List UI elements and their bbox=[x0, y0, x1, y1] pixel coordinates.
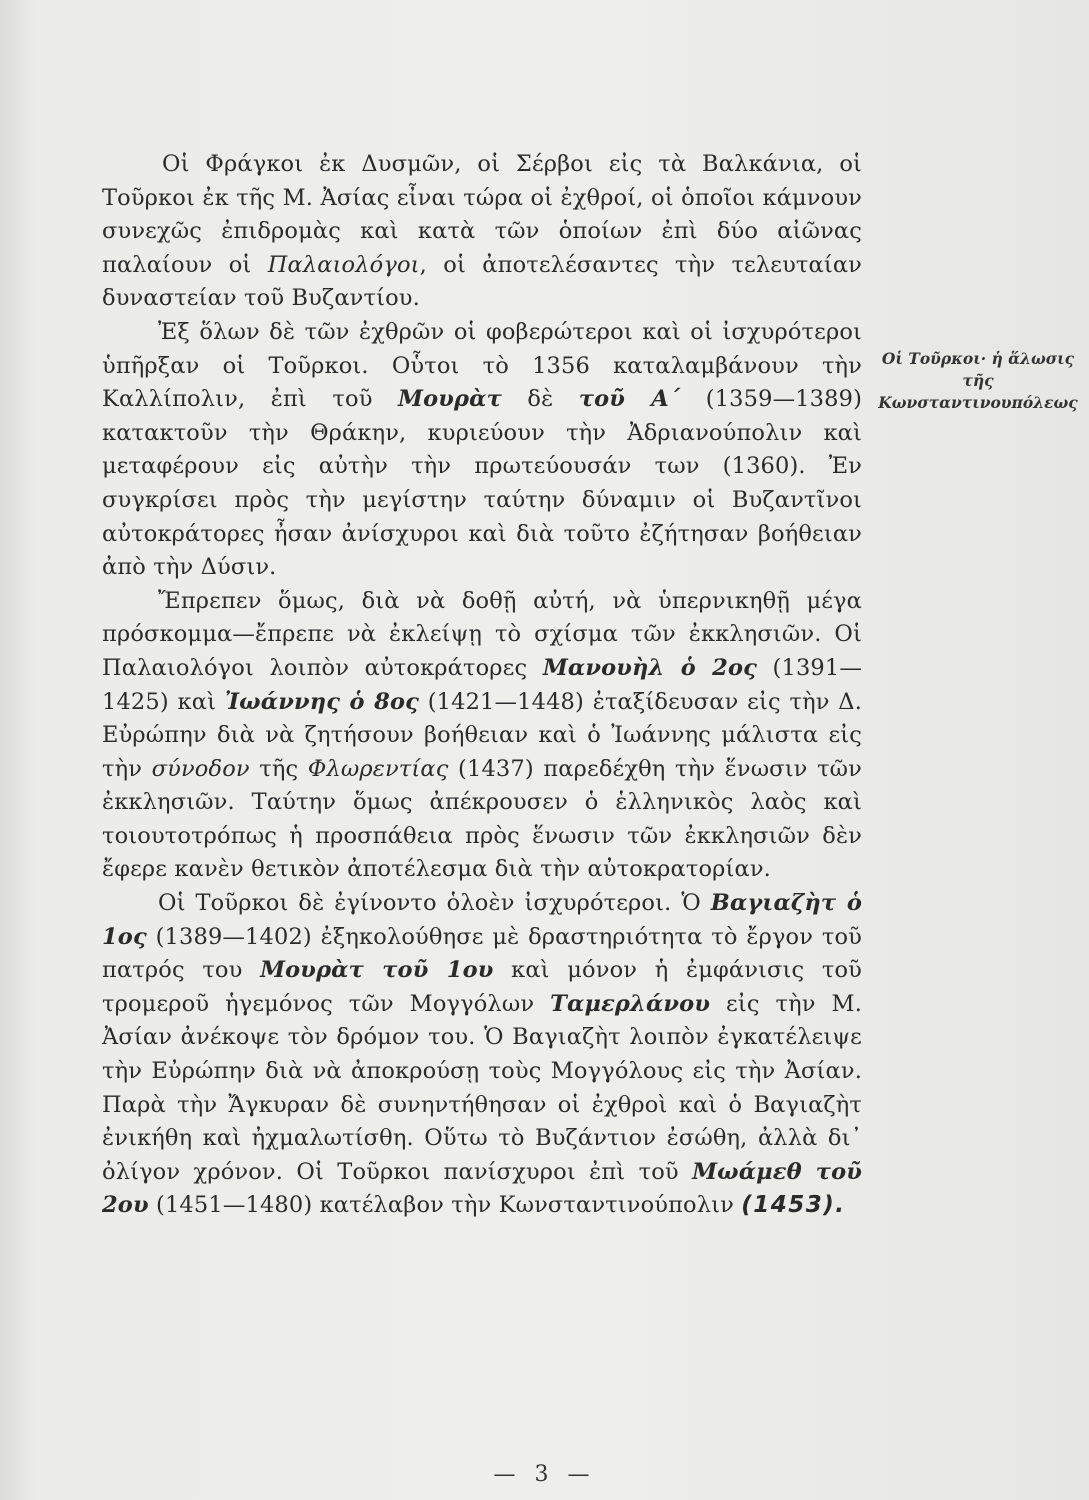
text-run: (1451—1480) κατέλαβον τὴν Κωνσταντινούπολιν bbox=[148, 1192, 742, 1219]
text-run: Οἱ Τοῦρκοι δὲ ἐγίνοντο ὁλοὲν ἰσχυρότεροι. Ὁ bbox=[158, 890, 711, 917]
text-run: (1437) παρεδέχθη τὴν ἕνωσιν τῶν ἐκκλησιῶν. Ταύτην ὅμως ἀπέκρουσεν ὁ ἑλληνικὸς λαὸς καὶ τοιουτοτρόπως ἡ προσπάθεια πρὸς ἕνωσιν τῶν ἐκκλησιῶν δὲν ἔφερε κανὲν θετικὸν ἀποτέλεσμα διὰ τὴν αὐτοκρατορίαν. bbox=[102, 755, 862, 883]
page-number: — 3 — bbox=[493, 1462, 596, 1487]
paragraph-4 bbox=[102, 887, 862, 1223]
paragraph-3 bbox=[102, 585, 862, 887]
text-run: καὶ μόνον ἡ ἐμφάνισις τοῦ τρομεροῦ ἡγεμόνος τῶν Μογγόλων bbox=[102, 957, 862, 1017]
margin-note: Οἱ Τοῦρκοι· ἡ ἅλωσις τῆς Κωνσταντινουπόλεως bbox=[878, 349, 1078, 412]
text-run: (1391—1425) καὶ bbox=[102, 654, 862, 715]
text-run: (1359—1389) κατακτοῦν τὴν Θράκην, κυριεύουν τὴν Ἀδριανούπολιν καὶ μεταφέρουν εἰς αὐτὴν τὴν πρωτεύουσάν των (1360). Ἐν συγκρίσει πρὸς τὴν μεγίστην ταύτην δύναμιν οἱ Βυζαντῖνοι αὐτοκράτορες ἦσαν ἀνίσχυροι καὶ διὰ τοῦτο ἐζήτησαν βοήθειαν ἀπὸ τὴν Δύσιν. bbox=[102, 386, 863, 581]
text-run: δὲ bbox=[501, 386, 579, 413]
text-run: τῆς bbox=[249, 755, 308, 782]
emphasis-moameth: Μωάμεθ τοῦ 2ου bbox=[102, 1158, 863, 1219]
emphasis-tamerlanou: Ταμερλάνου bbox=[550, 990, 711, 1017]
emphasis-manouil: Μανουὴλ ὁ 2ος bbox=[542, 654, 757, 681]
emphasis-ioannis: Ἰωάννης ὁ 8ος bbox=[224, 688, 419, 715]
text-run: Ἔπρεπεν ὅμως, διὰ νὰ δοθῇ αὐτή, νὰ ὑπερνικηθῇ μέγα πρόσκομμα—ἔπρεπε νὰ ἐκλείψῃ τὸ σχίσμα τῶν ἐκκλησιῶν. Οἱ Παλαιολόγοι λοιπὸν αὐτοκράτορες bbox=[102, 587, 862, 681]
text-run: , οἱ ἀποτελέσαντες τὴν τελευταίαν δυναστείαν τοῦ Βυζαντίου. bbox=[102, 251, 862, 312]
emphasis-tou-a: τοῦ Α΄ bbox=[578, 386, 681, 413]
text-run: Οἱ Φράγκοι ἐκ Δυσμῶν, οἱ Σέρβοι εἰς τὰ Βαλκάνια, οἱ Τοῦρκοι ἐκ τῆς Μ. Ἀσίας εἶναι τώρα οἱ ἐχθροί, οἱ ὁποῖοι κάμνουν συνεχῶς ἐπιδρομὰς καὶ κατὰ τῶν ὁποίων ἐπὶ δύο αἰῶνας παλαίουν οἱ bbox=[102, 151, 862, 278]
main-text bbox=[102, 148, 862, 1223]
text-run: (1389—1402) ἐξηκολούθησε μὲ δραστηριότητα τὸ ἔργον τοῦ πατρός του bbox=[102, 923, 862, 984]
emphasis-mourat: Μουρὰτ bbox=[398, 386, 502, 413]
text-run: εἰς τὴν Μ. Ἀσίαν ἀνέκοψε τὸν δρόμον του. Ὁ Βαγιαζὴτ λοιπὸν ἐγκατέλειψε τὴν Εὐρώπην διὰ νὰ ἀποκρούσῃ τοὺς Μογγόλους εἰς τὴν Ἀσίαν. Παρὰ τὴν Ἄγκυραν δὲ συνηντήθησαν οἱ ἐχθροὶ καὶ ὁ Βαγιαζὴτ ἐνικήθη καὶ ἠχμαλωτίσθη. Οὕτω τὸ Βυζάντιον ἐσώθη, ἀλλὰ δι᾽ ὀλίγον χρόνον. Οἱ Τοῦρκοι πανίσχυροι ἐπὶ τοῦ bbox=[102, 990, 862, 1185]
emphasis-florentias: Φλωρεντίας bbox=[307, 755, 449, 782]
text-run: Ἐξ ὅλων δὲ τῶν ἐχθρῶν οἱ φοβερώτεροι καὶ οἱ ἰσχυρότεροι ὑπῆρξαν οἱ Τοῦρκοι. Οὗτοι τὸ 1356 καταλαμβάνουν τὴν Καλλίπολιν, ἐπὶ τοῦ bbox=[102, 318, 862, 413]
emphasis-palaiologoi: Παλαιολόγοι bbox=[267, 251, 420, 278]
emphasis-synodon: σύνοδον bbox=[151, 755, 250, 782]
emphasis-mourat-1ou: Μουρὰτ τοῦ 1ου bbox=[260, 957, 494, 984]
text-run: (1421—1448) ἐταξίδευσαν εἰς τὴν Δ. Εὐρώπην διὰ νὰ ζητήσουν βοήθειαν καὶ ὁ Ἰωάννης μάλιστα εἰς τὴν bbox=[102, 688, 862, 782]
emphasis-vagiazit: Βαγιαζὴτ ὁ 1ος bbox=[102, 890, 862, 950]
year-1453: (1453). bbox=[741, 1192, 846, 1219]
paragraph-2 bbox=[102, 316, 862, 585]
paragraph-1 bbox=[102, 148, 862, 316]
